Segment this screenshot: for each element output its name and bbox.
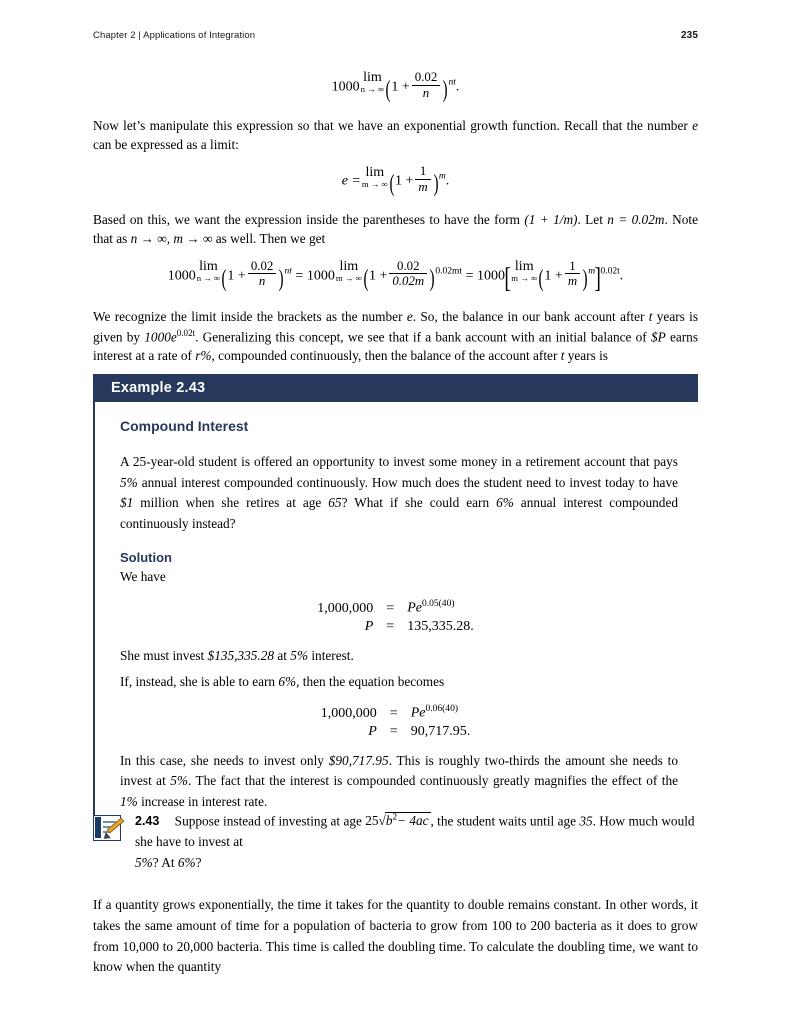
paragraph-doubling-time: If a quantity grows exponentially, the time it takes for the quantity to double remains constant. In other words, it takes the same amount of time for a population of bacteria to grow from 100 to 200 bacteria as it does to grow from 10,000 to 20,000 bacteria. This time is called the doubling time. To calculate the doubling time, we want to know when the quantity [93,897,698,975]
checkpoint-text: 2.43 Suppose instead of investing at age $25√b^2- 4ac$ , the student waits until age 35. How much would she have to invest at 5%? At 6%? [135,812,695,870]
close-paren: ) [278,264,284,292]
value-200: 200 [530,917,551,933]
checkpoint-pencil-icon [93,815,123,841]
equation-e-limit: e = lim m → ∞ (1 + $\frac{1}{m}$ )$^m$. [341,164,450,198]
fraction: $\frac{0.02}{n}$ [248,260,277,289]
math-principal: $P [650,329,666,345]
eq1-lhs: 1,000,000 [317,600,374,616]
limit-operator: lim m → ∞ [361,164,388,189]
eq-top-coefficient: 1000 [331,79,360,95]
checkpoint-rate-6: 6% [177,854,196,870]
checkpoint-number: 2.43 [135,814,160,829]
value-100: 100 [491,917,512,933]
eq1-lhs2: P [364,618,374,634]
amount-135335: $135,335.28 [207,647,275,663]
line-must-invest: She must invest $135,335.28 at 5% interest. [120,647,354,663]
eq2-rhs: $Pe^{0.06(40)}$ [410,703,458,721]
open-paren: ( [363,264,369,292]
limit-operator: lim n → ∞ [360,70,385,95]
fraction: $\frac{1}{m}$ [415,165,430,194]
age-35: 35 [579,813,593,829]
fraction: $\frac{0.02}{n}$ [412,71,441,100]
math-e: e [406,309,413,325]
equation-main-chain: 1000 lim n → ∞ (1 + $\frac{0.02}{n}$ )$^{nt}$ = 1000 lim m → ∞ (1 + $\frac{0.02}{0.02m}$ )$^{0.02mt}$ = 1000[ lim m → ∞ (1 + $\frac{1}{m}$ )$^m$]$^{0.02t}$. [167,258,624,295]
open-bracket: [ [504,263,511,295]
sheet-stripe [95,817,101,838]
eq2-relation2: = [389,723,398,739]
example-header [93,374,698,402]
open-paren: ( [385,75,391,103]
close-paren: ) [429,264,435,292]
math-form: (1 + 1/m) [524,212,578,228]
limit-operator: lim m → ∞ [511,259,538,284]
close-paren: ) [433,170,439,198]
solution-label: Solution [120,550,172,566]
eq2-lhs: 1,000,000 [320,705,377,721]
math-age-expression: $25√b^2- 4ac$ [365,812,429,829]
eq1-rhs: $Pe^{0.05(40)}$ [407,599,455,616]
close-paren: ) [582,264,588,292]
close-bracket: ] [594,263,602,295]
example-box [93,374,698,838]
math-e: e [692,117,698,133]
solution-intro: We have [120,569,166,585]
math-substitution: n = 0.02m [607,212,665,228]
open-paren: ( [389,170,395,198]
open-paren: ( [538,264,544,292]
example-title: Compound Interest [120,418,249,434]
paragraph-manipulate: Now let’s manipulate this expression so that we have an exponential growth function. Recall that the number e can be expressed as a limit: [93,117,698,152]
chapter-title: Chapter 2 | Applications of Integration [93,30,256,41]
checkpoint [93,810,698,873]
line-if-instead: If, instead, she is able to earn 6%, then the equation becomes [120,674,445,690]
eq2-rhs2: 90,717.95. [410,723,471,739]
close-paren: ) [442,75,448,103]
fraction: $\frac{0.02}{0.02m}$ [389,260,427,289]
rate-5-percent: 5% [120,474,138,490]
eq1-relation2: = [386,618,395,634]
limit-operator: lim m → ∞ [335,259,362,284]
example-conclusion: In this case, she needs to invest only $90,717.95. This is roughly two-thirds the amount she needs to invest at 5%. The fact that the interest is compounded continuously greatly magnifies the effect of the 1% increase in interest rate. [120,752,678,809]
amount-1-million: $1 [120,495,134,511]
example-prompt: A 25-year-old student is offered an opportunity to invest some money in a retirement account that pays 5% annual interest compounded continuously. How much does the student need to invest today to have $1 million when she retires at age 65? What if she could earn 6% annual interest compounded continuously instead? [120,454,678,531]
rate-6-percent: 6% [496,495,514,511]
eq1-rhs2: 135,335.28. [407,618,474,634]
page-number: 235 [681,30,698,41]
checkpoint-rate-5: 5% [135,854,153,870]
page-content [93,60,698,408]
fraction: $\frac{1}{m}$ [565,260,580,289]
eq2-relation: = [389,705,398,721]
paragraph-based-on-this: Based on this, we want the expression inside the parentheses to have the form (1 + 1/m). Let n = 0.02m. Note that as n → ∞, m → ∞ as well. Then we get [93,212,698,247]
example-body [93,402,678,838]
math-1000e: 1000e [144,329,177,345]
paragraph-balance-formula: We recognize the limit inside the brackets as the number e. So, the balance in our bank account after t years is given by $1000e^{0.02t}$. Generalizing this concept, we see that if a bank account with an initial balance of $P earns interest at a rate of r%, compounded continuously, then the balance of the account after t years is [93,309,699,364]
value-10000: 10,000 [122,938,160,954]
running-head [93,30,698,41]
age-65: 65 [328,495,342,511]
example-header-label: Example 2.43 [111,380,206,396]
limit-operator: lim n → ∞ [196,259,221,284]
equation-solution-2 [120,703,671,741]
eq1-relation: = [386,600,395,616]
eq2-lhs2: P [368,723,377,739]
equation-top: 1000 lim n → ∞ (1 + $\frac{0.02}{n}$ )$^{nt}$. [331,70,460,103]
equation-solution-1 [120,598,671,636]
open-paren: ( [221,264,227,292]
value-20000: 20,000 [176,938,214,954]
amount-90717: $90,717.95 [328,752,389,768]
